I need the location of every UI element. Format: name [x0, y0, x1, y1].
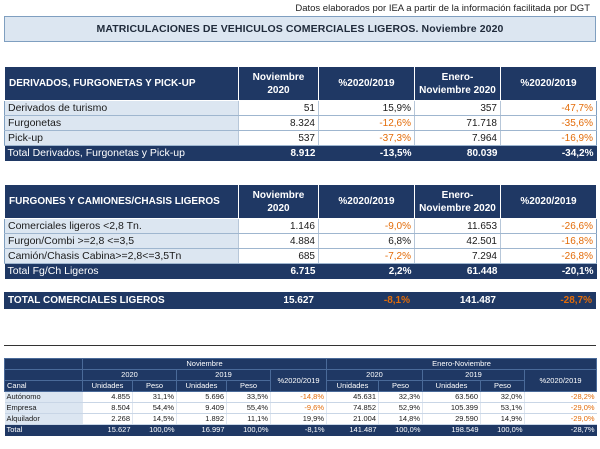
table-furgones-camiones [4, 184, 597, 279]
cell-value: 51 [239, 101, 319, 116]
row-label: Pick-up [5, 131, 239, 146]
group-header-noviembre: Noviembre [83, 359, 327, 370]
cell-value: 141.487 [327, 425, 379, 436]
table-header-row [5, 67, 597, 101]
cell-value: 74.852 [327, 403, 379, 414]
column-header: Enero-Noviembre 2020 [415, 67, 501, 101]
cell-value: 55,4% [227, 403, 271, 414]
column-header: Peso [227, 381, 271, 392]
cell-value: 71.718 [415, 116, 501, 131]
pct-header: %2020/2019 [271, 370, 327, 392]
cell-value: 6,8% [319, 234, 415, 249]
column-header: DERIVADOS, FURGONETAS Y PICK-UP [5, 67, 239, 101]
cell-value: 52,9% [379, 403, 423, 414]
table-row [5, 234, 597, 249]
cell-value: -47,7% [501, 101, 597, 116]
cell-value: 7.964 [415, 131, 501, 146]
cell-value: 54,4% [133, 403, 177, 414]
column-header: Noviembre 2020 [239, 185, 319, 219]
column-header: %2020/2019 [319, 67, 415, 101]
table-row [5, 116, 597, 131]
column-header: Unidades [423, 381, 481, 392]
cell-value: 7.294 [415, 249, 501, 264]
row-label: Comerciales ligeros <2,8 Tn. [5, 219, 239, 234]
cell-value: -13,5% [319, 146, 415, 161]
column-header: Unidades [327, 381, 379, 392]
cell-value: 1.146 [239, 219, 319, 234]
cell-value: -34,2% [501, 146, 597, 161]
row-label: Empresa [5, 403, 83, 414]
row-label: Total Derivados, Furgonetas y Pick-up [5, 146, 239, 161]
cell-value: 685 [239, 249, 319, 264]
row-label: Furgonetas [5, 116, 239, 131]
column-header: %2020/2019 [319, 185, 415, 219]
table-header-row [5, 370, 597, 381]
cell-value: -16,8% [501, 234, 597, 249]
cell-value: 4.884 [239, 234, 319, 249]
cell-value: 8.912 [239, 146, 319, 161]
cell-value: 100,0% [133, 425, 177, 436]
cell-value: 198.549 [423, 425, 481, 436]
cell-value: 31,1% [133, 392, 177, 403]
column-header: Peso [379, 381, 423, 392]
cell-value: -16,9% [501, 131, 597, 146]
header-empty [5, 359, 83, 370]
row-label: Alquilador [5, 414, 83, 425]
cell-value: 15.627 [83, 425, 133, 436]
cell-value: 2,2% [319, 264, 415, 279]
cell-value: 16.997 [177, 425, 227, 436]
cell-value: -14,8% [271, 392, 327, 403]
cell-value: 42.501 [415, 234, 501, 249]
column-header: %2020/2019 [501, 185, 597, 219]
row-label: Camión/Chasis Cabina>=2,8<=3,5Tn [5, 249, 239, 264]
cell-value: -28,7% [525, 425, 597, 436]
grand-total-nov-pct: -8,1% [383, 295, 410, 306]
report-title: MATRICULACIONES DE VEHICULOS COMERCIALES LIGEROS. Noviembre 2020 [96, 23, 504, 35]
column-header: Unidades [177, 381, 227, 392]
cell-value: 61.448 [415, 264, 501, 279]
table-header-row [5, 185, 597, 219]
year-header: 2020 [327, 370, 423, 381]
table-row [5, 392, 597, 403]
canal-header: Canal [5, 381, 83, 392]
cell-value: 357 [415, 101, 501, 116]
cell-value: 15,9% [319, 101, 415, 116]
cell-value: -9,0% [319, 219, 415, 234]
table-derivados-furgonetas [4, 66, 597, 161]
table-header-row [5, 359, 597, 370]
cell-value: -35,6% [501, 116, 597, 131]
table-row [5, 249, 597, 264]
row-label: Derivados de turismo [5, 101, 239, 116]
cell-value: 45.631 [327, 392, 379, 403]
cell-value: 4.855 [83, 392, 133, 403]
grand-total-ytd: 141.487 [459, 295, 496, 306]
cell-value: 53,1% [481, 403, 525, 414]
table-row [5, 131, 597, 146]
source-note: Datos elaborados por IEA a partir de la información facilitada por DGT [295, 3, 590, 14]
cell-value: 6.715 [239, 264, 319, 279]
group-header-enero-noviembre: Enero-Noviembre [327, 359, 597, 370]
header-empty [5, 370, 83, 381]
cell-value: -28,2% [525, 392, 597, 403]
year-header: 2020 [83, 370, 177, 381]
cell-value: 2.268 [83, 414, 133, 425]
grand-total-row [4, 292, 596, 309]
column-header: Noviembre 2020 [239, 67, 319, 101]
cell-value: 5.696 [177, 392, 227, 403]
cell-value: 21.004 [327, 414, 379, 425]
cell-value: 8.324 [239, 116, 319, 131]
cell-value: -12,6% [319, 116, 415, 131]
row-label: Total Fg/Ch Ligeros [5, 264, 239, 279]
cell-value: 19,9% [271, 414, 327, 425]
column-header: Peso [481, 381, 525, 392]
cell-value: 100,0% [481, 425, 525, 436]
cell-value: 14,9% [481, 414, 525, 425]
cell-value: -29,0% [525, 403, 597, 414]
cell-value: -29,0% [525, 414, 597, 425]
cell-value: 32,3% [379, 392, 423, 403]
cell-value: 14,8% [379, 414, 423, 425]
cell-value: 537 [239, 131, 319, 146]
cell-value: 80.039 [415, 146, 501, 161]
cell-value: 29.590 [423, 414, 481, 425]
cell-value: -20,1% [501, 264, 597, 279]
cell-value: 11,1% [227, 414, 271, 425]
row-label: Furgon/Combi >=2,8 <=3,5 [5, 234, 239, 249]
table-total-row [5, 425, 597, 436]
column-header: %2020/2019 [501, 67, 597, 101]
table-row [5, 101, 597, 116]
grand-total-label: TOTAL COMERCIALES LIGEROS [8, 295, 165, 306]
cell-value: 100,0% [227, 425, 271, 436]
cell-value: 8.504 [83, 403, 133, 414]
section-divider [4, 345, 596, 346]
cell-value: 32,0% [481, 392, 525, 403]
cell-value: -26,6% [501, 219, 597, 234]
report-title-bar [4, 16, 596, 42]
cell-value: 100,0% [379, 425, 423, 436]
column-header: Unidades [83, 381, 133, 392]
cell-value: -9,6% [271, 403, 327, 414]
row-label: Autónomo [5, 392, 83, 403]
cell-value: -7,2% [319, 249, 415, 264]
cell-value: -26,8% [501, 249, 597, 264]
grand-total-nov: 15.627 [283, 295, 314, 306]
grand-total-ytd-pct: -28,7% [560, 295, 592, 306]
table-row [5, 403, 597, 414]
pct-header: %2020/2019 [525, 370, 597, 392]
cell-value: 14,5% [133, 414, 177, 425]
table-row [5, 414, 597, 425]
cell-value: 11.653 [415, 219, 501, 234]
year-header: 2019 [423, 370, 525, 381]
year-header: 2019 [177, 370, 271, 381]
cell-value: 1.892 [177, 414, 227, 425]
cell-value: 63.560 [423, 392, 481, 403]
cell-value: -8,1% [271, 425, 327, 436]
table-row [5, 219, 597, 234]
cell-value: 105.399 [423, 403, 481, 414]
cell-value: 9.409 [177, 403, 227, 414]
column-header: Enero-Noviembre 2020 [415, 185, 501, 219]
cell-value: -37,3% [319, 131, 415, 146]
cell-value: 33,5% [227, 392, 271, 403]
column-header: Peso [133, 381, 177, 392]
table-total-row [5, 146, 597, 161]
row-label: Total [5, 425, 83, 436]
column-header: FURGONES Y CAMIONES/CHASIS LIGEROS [5, 185, 239, 219]
table-canal [4, 358, 597, 436]
table-total-row [5, 264, 597, 279]
